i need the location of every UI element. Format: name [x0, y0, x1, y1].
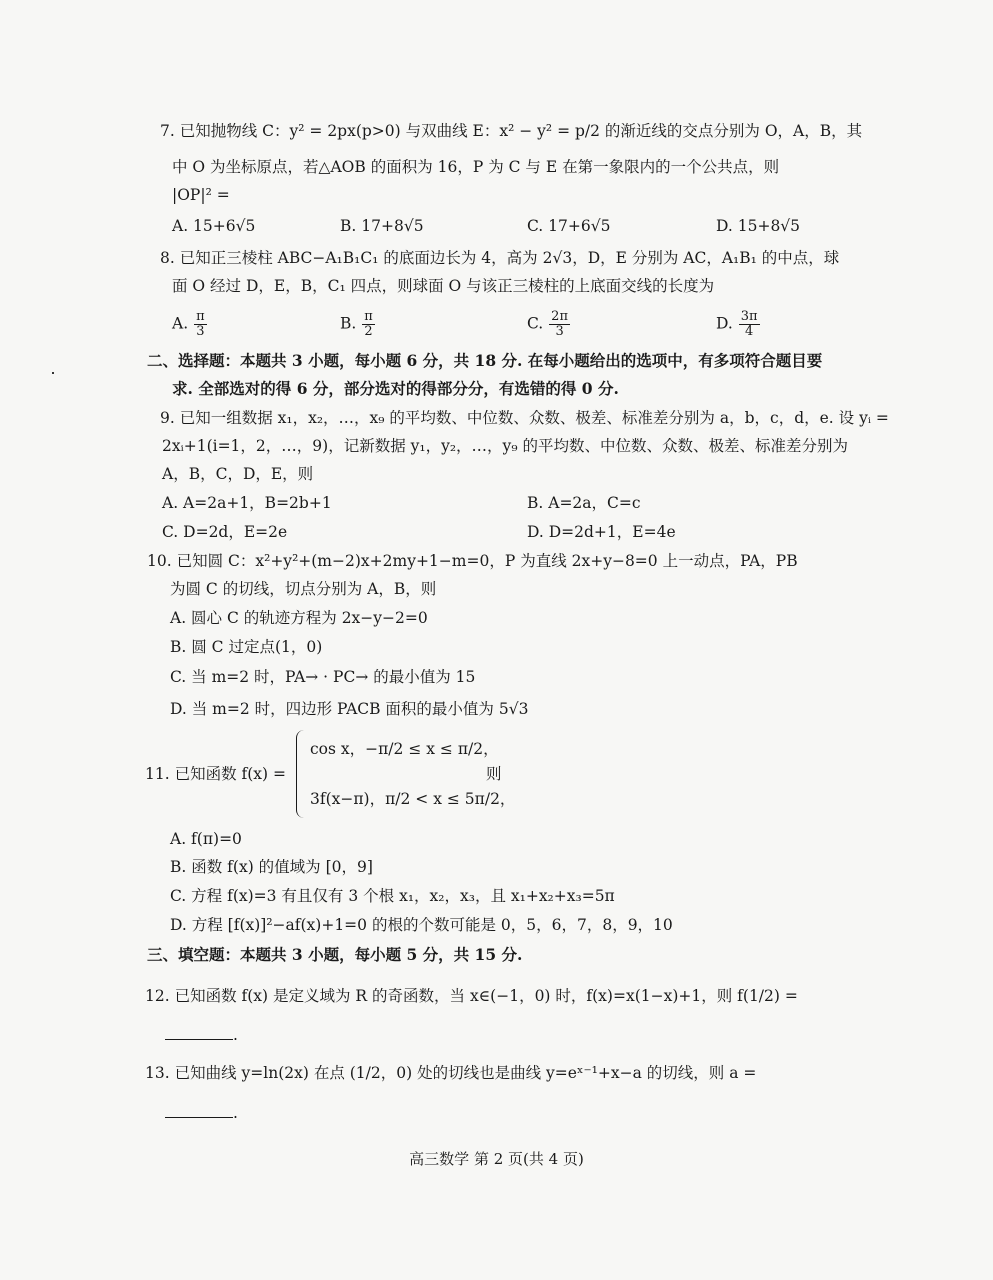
- q9-line-1: 9. 已知一组数据 x₁，x₂，…，x₉ 的平均数、中位数、众数、极差、标准差分别为 a，b，c，d，e. 设 yᵢ =: [160, 409, 889, 427]
- q7-line-1: 7. 已知抛物线 C：y² = 2px(p>0) 与双曲线 E：x² − y² = p/2 的渐近线的交点分别为 O，A，B，其: [160, 122, 863, 140]
- q12-line-1: 12. 已知函数 f(x) 是定义域为 R 的奇函数，当 x∈(−1，0) 时，f(x)=x(1−x)+1，则 f(1/2) =: [145, 987, 798, 1005]
- q8-d-den: 4: [745, 324, 754, 339]
- page-footer: 高三数学 第 2 页(共 4 页): [409, 1150, 584, 1168]
- section-2-heading-2: 求. 全部选对的得 6 分，部分选对的得部分分，有选错的得 0 分.: [172, 379, 619, 398]
- scan-speck: [52, 372, 54, 374]
- q11-tail: 则: [486, 765, 502, 783]
- q8-a-den: 3: [196, 324, 205, 339]
- q8-b-num: π: [364, 309, 373, 324]
- q7-line-2: 中 O 为坐标原点，若△AOB 的面积为 16，P 为 C 与 E 在第一象限内的一个公共点，则: [172, 158, 780, 176]
- q7-option-c: C. 17+6√5: [527, 217, 611, 235]
- q8-b-fraction: [362, 310, 375, 339]
- q8-option-c: [527, 310, 571, 339]
- q8-a-fraction: [194, 310, 207, 339]
- q12-blank-line: [165, 1039, 233, 1040]
- q8-a-label: A.: [172, 314, 189, 333]
- q7-option-b: B. 17+8√5: [340, 217, 424, 235]
- q8-c-fraction: [549, 310, 570, 339]
- q13-blank-line: [165, 1117, 233, 1118]
- q8-d-label: D.: [716, 314, 733, 333]
- q8-c-den: 3: [555, 324, 564, 339]
- q8-d-num: 3π: [740, 309, 758, 324]
- q8-b-label: B.: [340, 314, 357, 333]
- q13-period: .: [233, 1104, 238, 1122]
- q9-line-3: A，B，C，D，E，则: [162, 465, 314, 483]
- q8-option-d: [716, 310, 761, 339]
- q11-lead: 11. 已知函数 f(x) =: [145, 765, 286, 783]
- q12-period: .: [233, 1026, 238, 1044]
- q8-d-fraction: [739, 310, 760, 339]
- q8-option-a: [172, 310, 208, 339]
- q8-line-2: 面 O 经过 D，E，B，C₁ 四点，则球面 O 与该正三棱柱的上底面交线的长度为: [172, 277, 715, 295]
- q7-line-3: |OP|² =: [172, 186, 230, 204]
- q10-option-c: C. 当 m=2 时，PA→ · PC→ 的最小值为 15: [170, 668, 476, 686]
- q11-case-2: 3f(x−π)，π/2 < x ≤ 5π/2，: [310, 790, 516, 808]
- section-3-heading: 三、填空题：本题共 3 小题，每小题 5 分，共 15 分.: [147, 945, 523, 964]
- q13-line-1: 13. 已知曲线 y=ln(2x) 在点 (1/2，0) 处的切线也是曲线 y=eˣ⁻¹+x−a 的切线，则 a =: [145, 1064, 757, 1082]
- q7-option-d: D. 15+8√5: [716, 217, 801, 235]
- q10-option-d: D. 当 m=2 时，四边形 PACB 面积的最小值为 5√3: [170, 700, 529, 718]
- q8-line-1: 8. 已知正三棱柱 ABC−A₁B₁C₁ 的底面边长为 4，高为 2√3，D，E 分别为 AC，A₁B₁ 的中点，球: [160, 249, 840, 267]
- q11-option-b: B. 函数 f(x) 的值域为 [0，9]: [170, 858, 373, 876]
- q9-option-b: B. A=2a，C=c: [527, 494, 641, 512]
- q11-option-a: A. f(π)=0: [170, 830, 242, 848]
- q7-option-a: A. 15+6√5: [172, 217, 256, 235]
- q12-answer-blank: [165, 1024, 238, 1046]
- q8-b-den: 2: [364, 324, 373, 339]
- q9-option-a: A. A=2a+1，B=2b+1: [162, 494, 332, 512]
- section-2-heading-1: 二、选择题：本题共 3 小题，每小题 6 分，共 18 分. 在每小题给出的选项中，有多项符合题目要: [147, 351, 823, 370]
- q8-c-label: C.: [527, 314, 544, 333]
- q9-line-2: 2xᵢ+1(i=1，2，…，9)，记新数据 y₁，y₂，…，y₉ 的平均数、中位数、众数、极差、标准差分别为: [162, 437, 848, 455]
- q8-c-num: 2π: [551, 309, 568, 324]
- q11-case-1: cos x，−π/2 ≤ x ≤ π/2，: [310, 740, 499, 758]
- q8-a-num: π: [196, 309, 205, 324]
- q8-option-b: [340, 310, 376, 339]
- q10-line-2: 为圆 C 的切线，切点分别为 A，B，则: [170, 580, 437, 598]
- q11-piecewise-brace: [296, 730, 307, 818]
- q10-option-a: A. 圆心 C 的轨迹方程为 2x−y−2=0: [170, 609, 428, 627]
- q9-option-c: C. D=2d，E=2e: [162, 523, 288, 541]
- q9-option-d: D. D=2d+1，E=4e: [527, 523, 676, 541]
- q11-option-c: C. 方程 f(x)=3 有且仅有 3 个根 x₁，x₂，x₃，且 x₁+x₂+x₃=5π: [170, 887, 615, 905]
- q13-answer-blank: [165, 1102, 238, 1124]
- q11-option-d: D. 方程 [f(x)]²−af(x)+1=0 的根的个数可能是 0，5，6，7，8，9，10: [170, 916, 673, 934]
- q10-option-b: B. 圆 C 过定点(1，0): [170, 638, 323, 656]
- q10-line-1: 10. 已知圆 C：x²+y²+(m−2)x+2my+1−m=0，P 为直线 2x+y−8=0 上一动点，PA，PB: [147, 552, 798, 570]
